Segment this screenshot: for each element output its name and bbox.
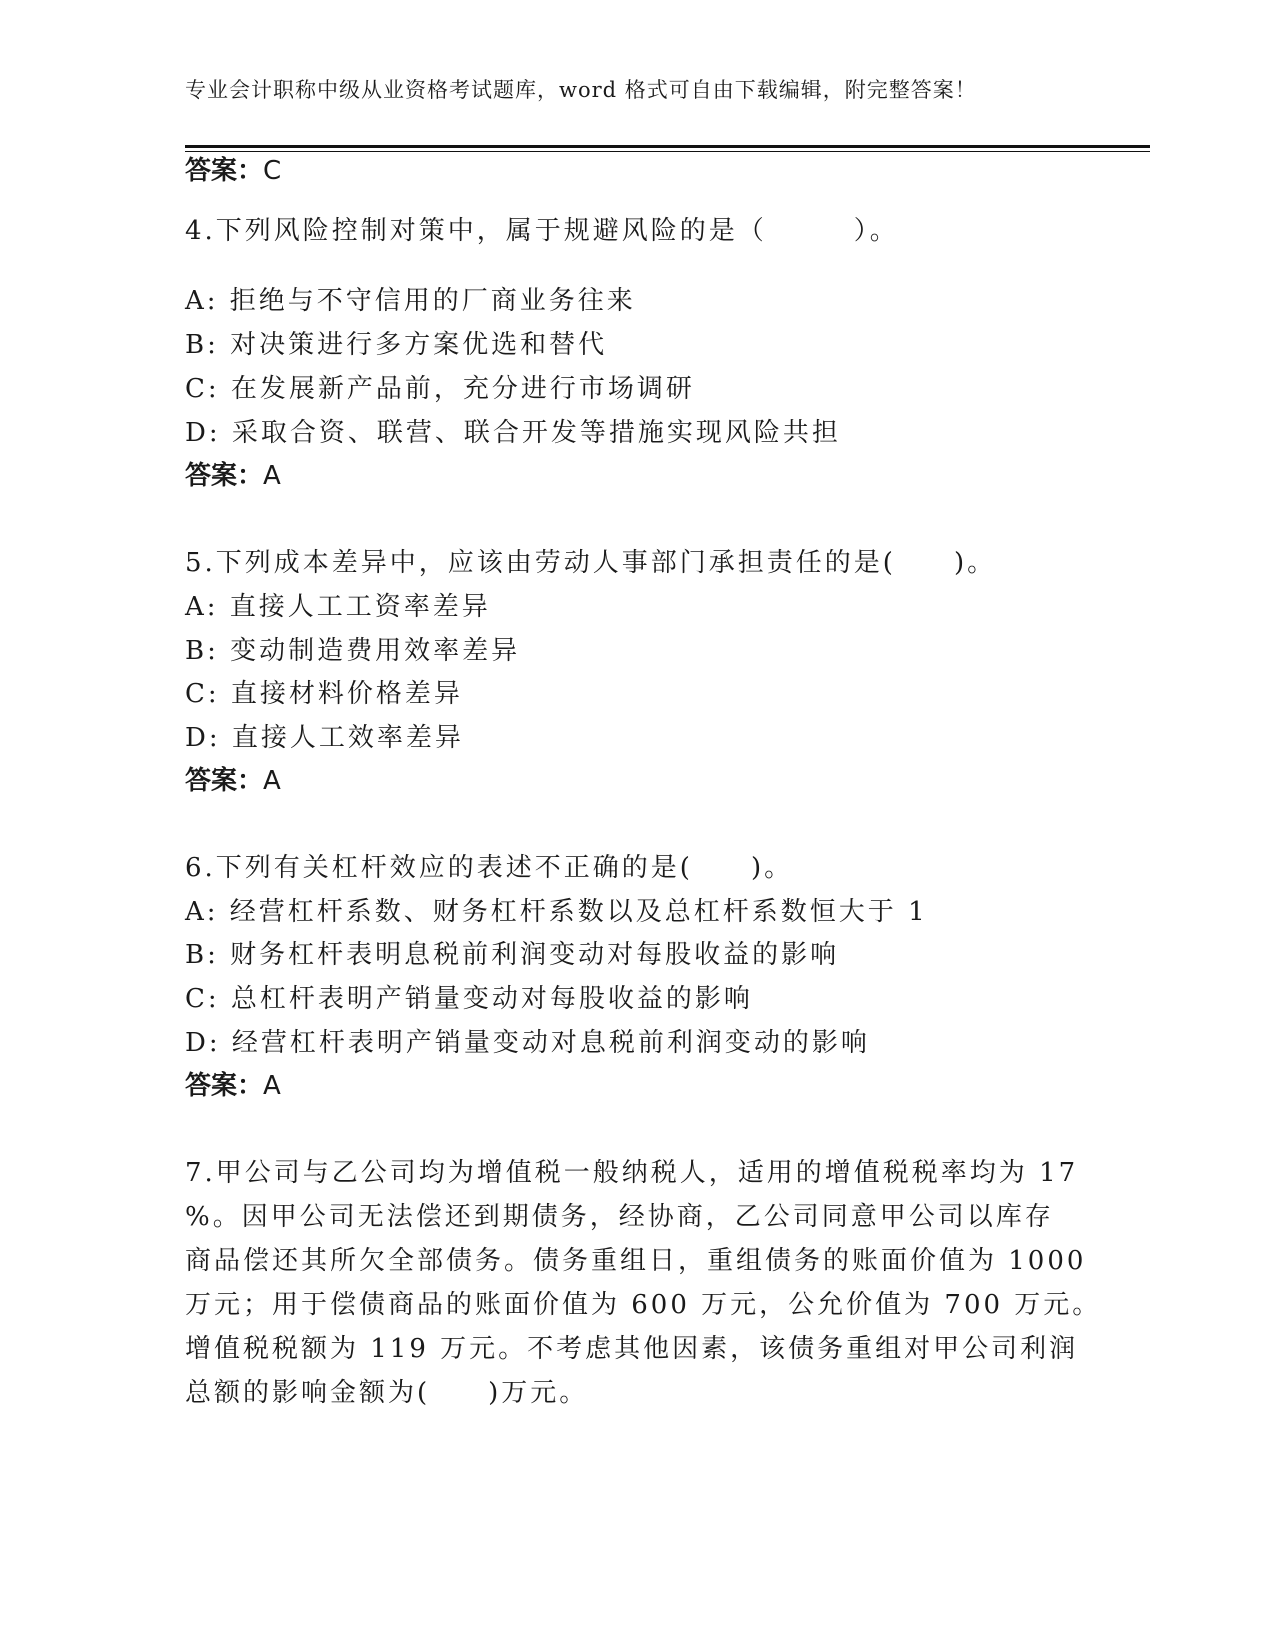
answer-label: 答案：: [185, 1071, 264, 1101]
header-rule-thin: [185, 151, 1150, 152]
question-6-option-d: D: 经营杠杆表明产销量变动对息税前利润变动的影响: [185, 1028, 870, 1058]
question-4-option-a: A: 拒绝与不守信用的厂商业务往来: [185, 286, 636, 316]
question-stem-6: 6.下列有关杠杆效应的表述不正确的是( )。: [185, 853, 794, 883]
question-5-option-c: C: 直接材料价格差异: [185, 679, 463, 709]
question-5-option-d: D: 直接人工效率差异: [185, 723, 464, 753]
question-4-option-b: B: 对决策进行多方案优选和替代: [185, 330, 608, 360]
question-4-option-c: C: 在发展新产品前，充分进行市场调研: [185, 374, 695, 404]
answer-value: A: [263, 766, 281, 796]
question-6-option-b: B: 财务杠杆表明息税前利润变动对每股收益的影响: [185, 940, 840, 970]
answer-value: C: [263, 156, 282, 186]
question-7-line-4: 万元；用于偿债商品的账面价值为 600 万元，公允价值为 700 万元。: [185, 1290, 1102, 1320]
page-header: 专业会计职称中级从业资格考试题库，word 格式可自由下载编辑，附完整答案！: [185, 78, 977, 102]
question-stem-4: 4.下列风险控制对策中，属于规避风险的是（ ）。: [185, 216, 899, 246]
question-4-answer: [185, 459, 281, 493]
question-7-line-3: 商品偿还其所欠全部债务。债务重组日，重组债务的账面价值为 1000: [185, 1246, 1087, 1276]
prev-answer: [185, 154, 281, 188]
question-6-option-c: C: 总杠杆表明产销量变动对每股收益的影响: [185, 984, 753, 1014]
answer-label: 答案：: [185, 461, 264, 491]
answer-label: 答案：: [185, 156, 264, 186]
question-7-line-5: 增值税税额为 119 万元。不考虑其他因素，该债务重组对甲公司利润: [185, 1334, 1079, 1364]
question-7-line-1: 7.甲公司与乙公司均为增值税一般纳税人，适用的增值税税率均为 17: [185, 1158, 1079, 1188]
question-7-line-6: 总额的影响金额为( )万元。: [185, 1378, 589, 1408]
question-stem-5: 5.下列成本差异中，应该由劳动人事部门承担责任的是( )。: [185, 548, 997, 578]
question-6-answer: [185, 1069, 281, 1103]
question-6-option-a: A: 经营杠杆系数、财务杠杆系数以及总杠杆系数恒大于 1: [185, 897, 928, 927]
answer-value: A: [263, 461, 281, 491]
answer-value: A: [263, 1071, 281, 1101]
question-5-option-a: A: 直接人工工资率差异: [185, 592, 491, 622]
question-4-option-d: D: 采取合资、联营、联合开发等措施实现风险共担: [185, 418, 841, 448]
question-5-option-b: B: 变动制造费用效率差异: [185, 636, 521, 666]
question-7-line-2: %。因甲公司无法偿还到期债务，经协商，乙公司同意甲公司以库存: [185, 1202, 1054, 1232]
question-5-answer: [185, 764, 281, 798]
answer-label: 答案：: [185, 766, 264, 796]
header-rule-thick: [185, 145, 1150, 148]
